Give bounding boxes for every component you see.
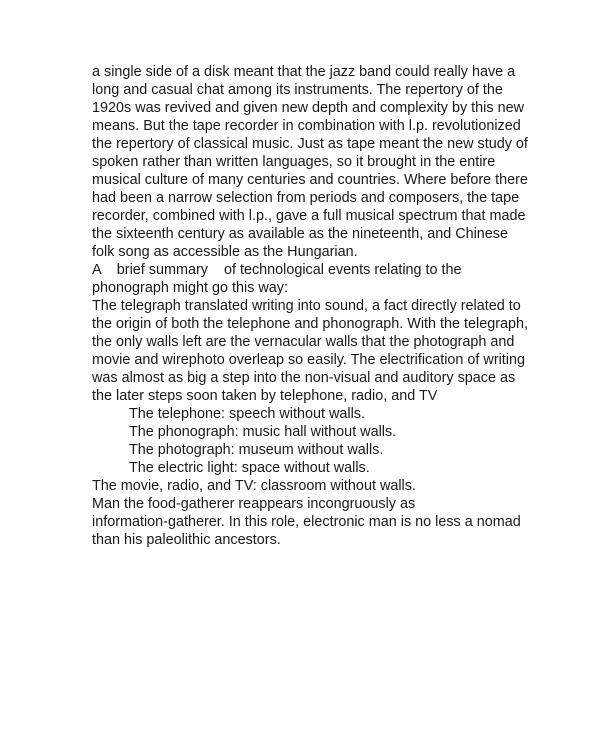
text-line: information-gatherer. In this role, electronic man is no less a nomad [92, 514, 521, 530]
text-line: the sixteenth century as available as the nineteenth, and Chinese [92, 226, 509, 242]
text-line: phonograph might go this way: [92, 280, 288, 296]
text-line: long and casual chat among its instruments. The repertory of the [92, 82, 503, 98]
text-line: than his paleolithic ancestors. [92, 532, 281, 548]
text-line: means. But the tape recorder in combination with l.p. revolutionized [92, 118, 521, 134]
text-line: 1920s was revived and given new depth and complexity by this new [92, 100, 524, 116]
text-line: A brief summary of technological events relating to the [92, 262, 462, 278]
text-line: the repertory of classical music. Just as tape meant the new study of [92, 136, 528, 152]
text-line: musical culture of many centuries and countries. Where before there [92, 172, 528, 188]
indented-list-line: The electric light: space without walls. [129, 460, 370, 476]
text-line: the origin of both the telephone and phonograph. With the telegraph, [92, 316, 529, 332]
text-line: Man the food-gatherer reappears incongruously as [92, 496, 416, 512]
text-line: spoken rather than written languages, so it brought in the entire [92, 154, 496, 170]
text-line: recorder, combined with l.p., gave a full musical spectrum that made [92, 208, 526, 224]
text-line: movie and wirephoto overleap so easily. The electrification of writing [92, 352, 526, 368]
text-line: a single side of a disk meant that the jazz band could really have a [92, 64, 516, 80]
text-line: had been a narrow selection from periods and composers, the tape [92, 190, 520, 206]
document-body [92, 63, 529, 549]
indented-list-line: The telephone: speech without walls. [129, 406, 365, 422]
text-line: The telegraph translated writing into sound, a fact directly related to [92, 298, 521, 314]
text-line: the only walls left are the vernacular walls that the photograph and [92, 334, 515, 350]
text-line: the later steps soon taken by telephone, radio, and TV [92, 388, 438, 404]
text-line: was almost as big a step into the non-visual and auditory space as [92, 370, 516, 386]
text-line: The movie, radio, and TV: classroom without walls. [92, 478, 416, 494]
indented-list-line: The phonograph: music hall without walls. [129, 424, 397, 440]
text-line: folk song as accessible as the Hungarian. [92, 244, 358, 260]
indented-list-line: The photograph: museum without walls. [129, 442, 384, 458]
